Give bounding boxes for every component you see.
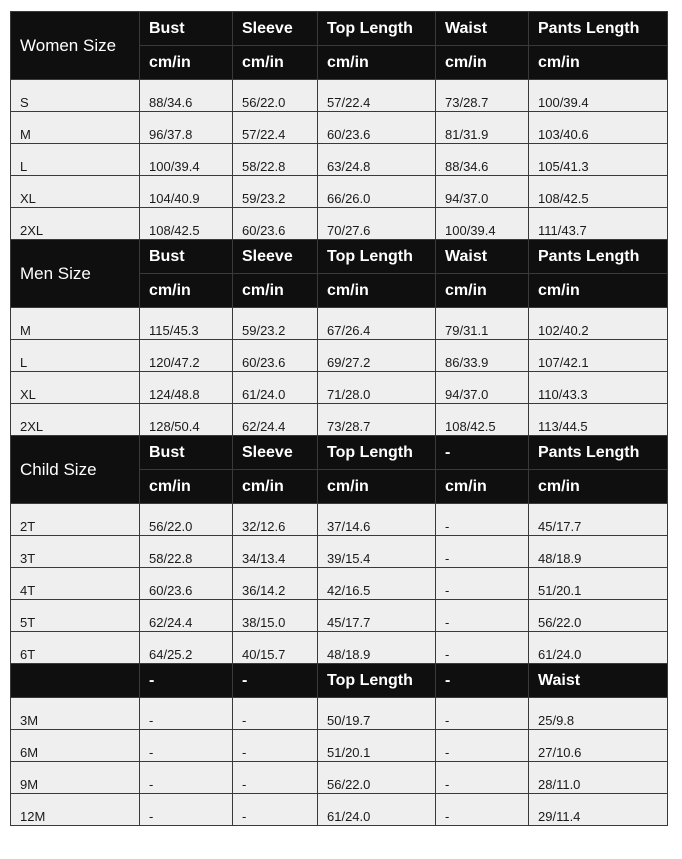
measurement-cell: 56/22.0: [233, 80, 318, 112]
measurement-cell: 107/42.1: [529, 340, 668, 372]
measurement-cell: -: [233, 794, 318, 826]
size-label-cell: L: [11, 340, 140, 372]
size-row: [11, 144, 668, 176]
section-group-label: Child Size: [11, 436, 140, 504]
measurement-cell: -: [436, 600, 529, 632]
measurement-cell: 62/24.4: [233, 404, 318, 436]
measurement-cell: 88/34.6: [140, 80, 233, 112]
size-row: [11, 600, 668, 632]
measurement-cell: 73/28.7: [318, 404, 436, 436]
size-label-cell: S: [11, 80, 140, 112]
measurement-cell: 104/40.9: [140, 176, 233, 208]
column-header: -: [233, 664, 318, 698]
measurement-cell: 61/24.0: [318, 794, 436, 826]
size-chart-body: [11, 12, 668, 826]
column-header: Waist: [529, 664, 668, 698]
unit-label: cm/in: [318, 470, 436, 504]
measurement-cell: 96/37.8: [140, 112, 233, 144]
column-header: Waist: [436, 240, 529, 274]
column-header: -: [436, 664, 529, 698]
size-label-cell: L: [11, 144, 140, 176]
measurement-cell: 40/15.7: [233, 632, 318, 664]
measurement-cell: 60/23.6: [140, 568, 233, 600]
measurement-cell: 48/18.9: [318, 632, 436, 664]
size-row: [11, 80, 668, 112]
section-group-label: Women Size: [11, 12, 140, 80]
column-header: Pants Length: [529, 240, 668, 274]
measurement-cell: 63/24.8: [318, 144, 436, 176]
measurement-cell: 115/45.3: [140, 308, 233, 340]
measurement-cell: 120/47.2: [140, 340, 233, 372]
measurement-cell: 94/37.0: [436, 176, 529, 208]
measurement-cell: 66/26.0: [318, 176, 436, 208]
column-header: Top Length: [318, 664, 436, 698]
measurement-cell: 103/40.6: [529, 112, 668, 144]
measurement-cell: 58/22.8: [233, 144, 318, 176]
column-header: Top Length: [318, 436, 436, 470]
size-label-cell: 12M: [11, 794, 140, 826]
size-label-cell: 3T: [11, 536, 140, 568]
measurement-cell: 25/9.8: [529, 698, 668, 730]
measurement-cell: 69/27.2: [318, 340, 436, 372]
size-row: [11, 208, 668, 240]
measurement-cell: 100/39.4: [529, 80, 668, 112]
unit-label: cm/in: [233, 46, 318, 80]
measurement-cell: 71/28.0: [318, 372, 436, 404]
unit-label: cm/in: [436, 274, 529, 308]
measurement-cell: 108/42.5: [436, 404, 529, 436]
measurement-cell: 28/11.0: [529, 762, 668, 794]
size-chart: [10, 11, 667, 826]
measurement-cell: 88/34.6: [436, 144, 529, 176]
measurement-cell: 39/15.4: [318, 536, 436, 568]
measurement-cell: 94/37.0: [436, 372, 529, 404]
measurement-cell: -: [436, 632, 529, 664]
size-row: [11, 730, 668, 762]
measurement-cell: 113/44.5: [529, 404, 668, 436]
size-label-cell: 2XL: [11, 404, 140, 436]
unit-label: cm/in: [140, 46, 233, 80]
measurement-cell: 45/17.7: [529, 504, 668, 536]
measurement-cell: 62/24.4: [140, 600, 233, 632]
column-header: Bust: [140, 12, 233, 46]
size-label-cell: 3M: [11, 698, 140, 730]
measurement-cell: 45/17.7: [318, 600, 436, 632]
section-header-row: [11, 240, 668, 274]
measurement-cell: 67/26.4: [318, 308, 436, 340]
measurement-cell: 37/14.6: [318, 504, 436, 536]
measurement-cell: 56/22.0: [529, 600, 668, 632]
unit-label: cm/in: [318, 274, 436, 308]
measurement-cell: 50/19.7: [318, 698, 436, 730]
unit-label: cm/in: [436, 470, 529, 504]
measurement-cell: 70/27.6: [318, 208, 436, 240]
measurement-cell: 56/22.0: [318, 762, 436, 794]
size-row: [11, 504, 668, 536]
column-header: Pants Length: [529, 12, 668, 46]
measurement-cell: -: [233, 730, 318, 762]
size-label-cell: XL: [11, 176, 140, 208]
column-header: Sleeve: [233, 240, 318, 274]
column-header: Sleeve: [233, 12, 318, 46]
column-header: Sleeve: [233, 436, 318, 470]
measurement-cell: 27/10.6: [529, 730, 668, 762]
column-header: Top Length: [318, 240, 436, 274]
measurement-cell: -: [436, 698, 529, 730]
measurement-cell: 110/43.3: [529, 372, 668, 404]
measurement-cell: 111/43.7: [529, 208, 668, 240]
measurement-cell: 73/28.7: [436, 80, 529, 112]
measurement-cell: 128/50.4: [140, 404, 233, 436]
size-label-cell: 6M: [11, 730, 140, 762]
measurement-cell: 124/48.8: [140, 372, 233, 404]
size-label-cell: M: [11, 112, 140, 144]
size-row: [11, 372, 668, 404]
section-header-row: [11, 436, 668, 470]
section-header-row: [11, 664, 668, 698]
measurement-cell: 38/15.0: [233, 600, 318, 632]
unit-label: cm/in: [318, 46, 436, 80]
size-row: [11, 308, 668, 340]
column-header: Waist: [436, 12, 529, 46]
measurement-cell: 108/42.5: [140, 208, 233, 240]
unit-label: cm/in: [140, 470, 233, 504]
size-label-cell: 5T: [11, 600, 140, 632]
size-label-cell: 4T: [11, 568, 140, 600]
measurement-cell: -: [436, 568, 529, 600]
size-row: [11, 568, 668, 600]
measurement-cell: -: [436, 794, 529, 826]
size-chart-table: [10, 11, 668, 826]
measurement-cell: -: [233, 762, 318, 794]
measurement-cell: 29/11.4: [529, 794, 668, 826]
measurement-cell: -: [140, 794, 233, 826]
unit-label: cm/in: [529, 274, 668, 308]
measurement-cell: 61/24.0: [529, 632, 668, 664]
measurement-cell: -: [436, 730, 529, 762]
measurement-cell: -: [233, 698, 318, 730]
measurement-cell: -: [140, 762, 233, 794]
unit-label: cm/in: [529, 470, 668, 504]
unit-label: cm/in: [529, 46, 668, 80]
measurement-cell: 108/42.5: [529, 176, 668, 208]
column-header: -: [140, 664, 233, 698]
size-row: [11, 762, 668, 794]
size-row: [11, 632, 668, 664]
unit-label: cm/in: [233, 274, 318, 308]
measurement-cell: -: [140, 698, 233, 730]
measurement-cell: 61/24.0: [233, 372, 318, 404]
column-header: Bust: [140, 436, 233, 470]
measurement-cell: 60/23.6: [318, 112, 436, 144]
measurement-cell: 51/20.1: [318, 730, 436, 762]
measurement-cell: -: [436, 536, 529, 568]
measurement-cell: 86/33.9: [436, 340, 529, 372]
size-row: [11, 698, 668, 730]
measurement-cell: 57/22.4: [318, 80, 436, 112]
measurement-cell: 102/40.2: [529, 308, 668, 340]
size-row: [11, 112, 668, 144]
column-header: Pants Length: [529, 436, 668, 470]
measurement-cell: 51/20.1: [529, 568, 668, 600]
measurement-cell: 48/18.9: [529, 536, 668, 568]
measurement-cell: 42/16.5: [318, 568, 436, 600]
measurement-cell: 60/23.6: [233, 208, 318, 240]
size-label-cell: 6T: [11, 632, 140, 664]
measurement-cell: 100/39.4: [140, 144, 233, 176]
unit-label: cm/in: [140, 274, 233, 308]
measurement-cell: 60/23.6: [233, 340, 318, 372]
size-row: [11, 536, 668, 568]
measurement-cell: 105/41.3: [529, 144, 668, 176]
measurement-cell: -: [436, 504, 529, 536]
column-header: -: [436, 436, 529, 470]
size-label-cell: M: [11, 308, 140, 340]
section-header-row: [11, 12, 668, 46]
measurement-cell: -: [436, 762, 529, 794]
size-row: [11, 176, 668, 208]
column-header: Bust: [140, 240, 233, 274]
measurement-cell: -: [140, 730, 233, 762]
measurement-cell: 79/31.1: [436, 308, 529, 340]
measurement-cell: 57/22.4: [233, 112, 318, 144]
size-row: [11, 404, 668, 436]
size-label-cell: 9M: [11, 762, 140, 794]
section-group-label: [11, 664, 140, 698]
measurement-cell: 100/39.4: [436, 208, 529, 240]
size-label-cell: XL: [11, 372, 140, 404]
measurement-cell: 34/13.4: [233, 536, 318, 568]
size-row: [11, 340, 668, 372]
size-row: [11, 794, 668, 826]
size-label-cell: 2XL: [11, 208, 140, 240]
column-header: Top Length: [318, 12, 436, 46]
measurement-cell: 58/22.8: [140, 536, 233, 568]
measurement-cell: 59/23.2: [233, 176, 318, 208]
size-label-cell: 2T: [11, 504, 140, 536]
measurement-cell: 56/22.0: [140, 504, 233, 536]
measurement-cell: 32/12.6: [233, 504, 318, 536]
measurement-cell: 36/14.2: [233, 568, 318, 600]
unit-label: cm/in: [233, 470, 318, 504]
section-group-label: Men Size: [11, 240, 140, 308]
unit-label: cm/in: [436, 46, 529, 80]
measurement-cell: 81/31.9: [436, 112, 529, 144]
measurement-cell: 64/25.2: [140, 632, 233, 664]
measurement-cell: 59/23.2: [233, 308, 318, 340]
